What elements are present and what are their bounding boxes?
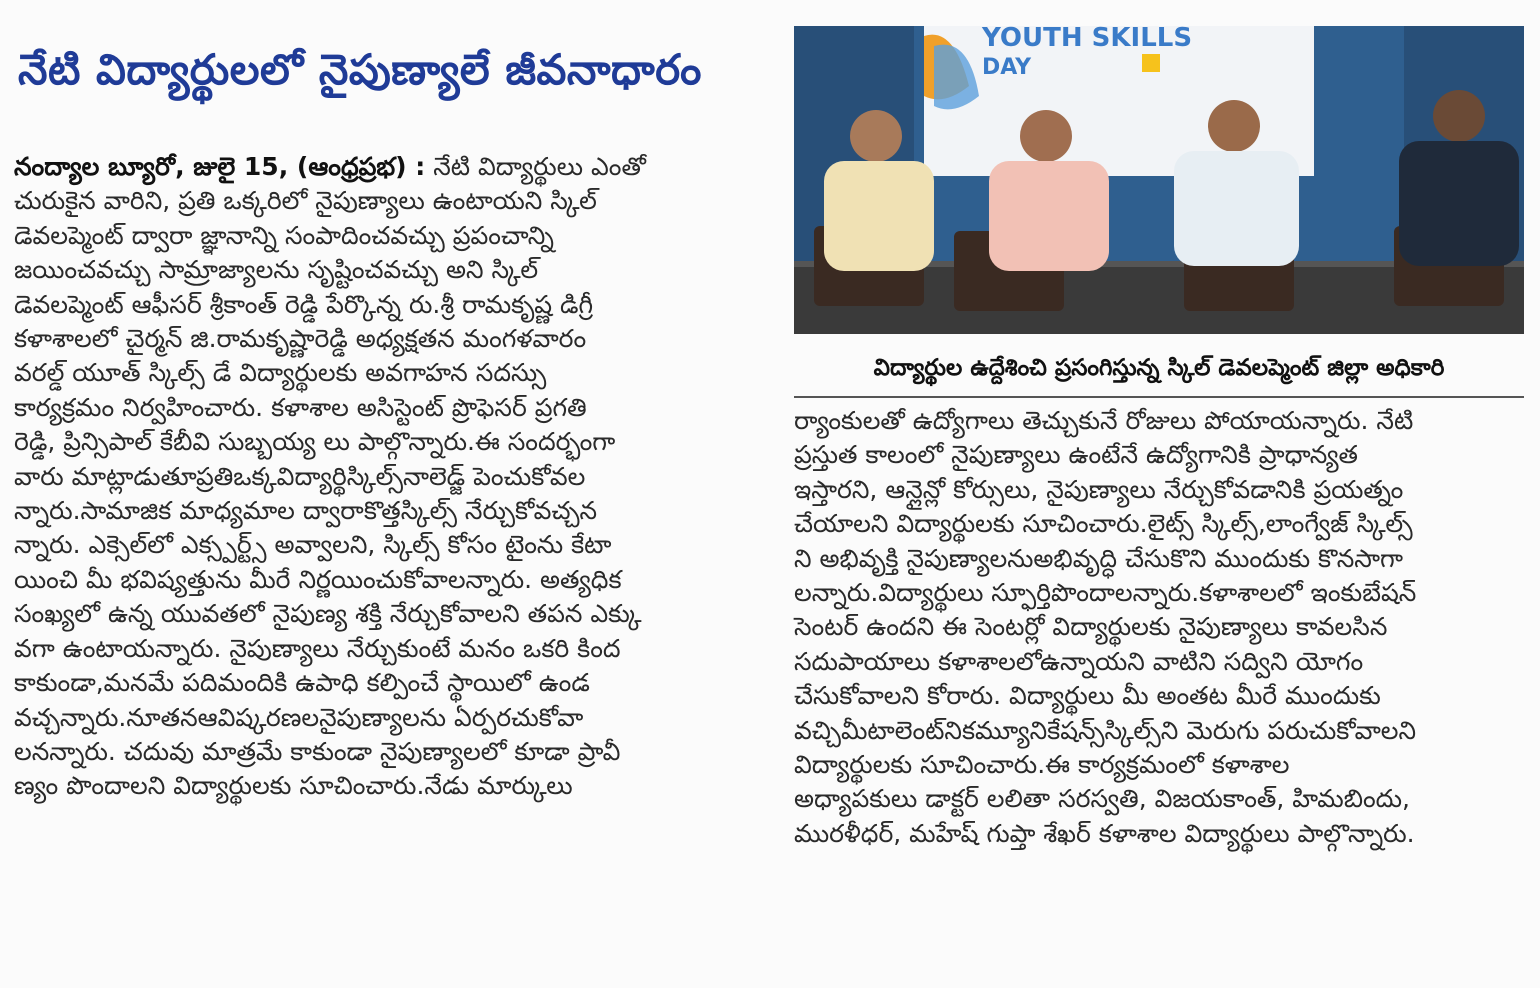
article-line: లనన్నారు. చదువు మాత్రమే కాకుండా నైపుణ్యాలలో కూడా ప్రావీ bbox=[14, 736, 621, 766]
article-line: అధ్యాపకులు డాక్టర్ లలితా సరస్వతి, విజయకాంత్, హిమబిందు, bbox=[794, 784, 1410, 814]
article-line: ణ్యం పొందాలని విద్యార్థులకు సూచించారు.నేడు మార్కులు bbox=[14, 771, 573, 801]
article-line: న్నారు. ఎక్సెల్‌లో ఎక్స్పర్ట్స్ అవ్వాలని, స్కిల్స్ కోసం టైంను కేటా bbox=[14, 530, 612, 560]
article-line: వగా ఉంటాయన్నారు. నైపుణ్యాలు నేర్చుకుంటే మనం ఒకరి కింద bbox=[14, 633, 621, 663]
article-line: ఇస్తారని, ఆన్లైన్లో కోర్సులు, నైపుణ్యాలు నేర్చుకోవడానికి ప్రయత్నం bbox=[794, 474, 1404, 504]
article-right-column bbox=[794, 404, 1524, 851]
article-line: వచ్చిమీటాలెంట్‌నికమ్యూనికేషన్స్‌స్కిల్స్‌ని మెరుగు పరుచుకోవాలని bbox=[794, 715, 1417, 745]
article-line: డెవలప్మెంట్ ద్వారా జ్ఞానాన్ని సంపాదించవచ్చు ప్రపంచాన్ని bbox=[14, 220, 554, 250]
article-line: సెంటర్ ఉందని ఈ సెంటర్లో విద్యార్థులకు నైపుణ్యాలు కావలసిన bbox=[794, 612, 1388, 642]
article-line: వారు మాట్లాడుతూప్రతిఒక్కవిద్యార్థిస్కిల్స్‌నాలెడ్జ్ పెంచుకోవల bbox=[14, 461, 586, 491]
person-2 bbox=[989, 161, 1109, 271]
article-line: వచ్చన్నారు.నూతనఆవిష్కరణలనైపుణ్యాలను ఏర్పరచుకోవా bbox=[14, 702, 584, 732]
photo-caption: విద్యార్థుల ఉద్దేశించి ప్రసంగిస్తున్న స్కిల్ డెవలప్మెంట్ జిల్లా అధికారి bbox=[873, 355, 1445, 381]
event-photo bbox=[794, 26, 1524, 334]
headline: నేటి విద్యార్థులలో నైపుణ్యాలే జీవనాధారం bbox=[18, 45, 702, 94]
article-line: చురుకైన వారిని, ప్రతి ఒక్కరిలో నైపుణ్యాలు ఉంటాయని స్కిల్ bbox=[14, 186, 597, 216]
article-line: ని అభివృక్తి నైపుణ్యాలనుఅభివృద్ధి చేసుకొని ముందుకు కొనసాగా bbox=[794, 543, 1404, 573]
article-line: సంఖ్యలో ఉన్న యువతలో నైపుణ్య శక్తి నేర్చుకోవాలని తపన ఎక్కు bbox=[14, 599, 642, 629]
article-line: న్నారు.సామాజిక మాధ్యమాల ద్వారాకొత్తస్కిల్స్ నేర్చుకోవచ్చన bbox=[14, 496, 598, 526]
article-line: వరల్డ్ యూత్ స్కిల్స్ డే విద్యార్థులకు అవగాహన సదస్సు bbox=[14, 358, 547, 388]
banner-subtitle: DAY bbox=[982, 55, 1032, 80]
article-line bbox=[14, 150, 749, 184]
article-line: సదుపాయాలు కళాశాలలోఉన్నాయని వాటిని సద్విని యోగం bbox=[794, 646, 1364, 676]
person-1 bbox=[824, 161, 934, 271]
event-photo-illustration bbox=[794, 26, 1524, 334]
article-line: కళాశాలలో చైర్మన్ జి.రామకృష్ణారెడ్డి అధ్యక్షతన మంగళవారం bbox=[14, 324, 587, 354]
article-line: జయించవచ్చు సామ్రాజ్యాలను సృష్టించవచ్చు అని స్కిల్ bbox=[14, 255, 539, 285]
article-line: యించి మీ భవిష్యత్తును మీరే నిర్ణయించుకోవాలన్నారు. అత్యధిక bbox=[14, 564, 622, 594]
caption-divider bbox=[794, 396, 1524, 398]
article-line: మురళీధర్, మహేష్ గుప్తా శేఖర్ కళాశాల విద్యార్థులు పాల్గొన్నారు. bbox=[794, 818, 1415, 848]
article-line: చేయాలని విద్యార్థులకు సూచించారు.లైట్స్ స్కిల్స్,లాంగ్వేజ్ స్కిల్స్ bbox=[794, 509, 1413, 539]
article-line: ర్యాంకులతో ఉద్యోగాలు తెచ్చుకునే రోజులు పోయాయన్నారు. నేటి bbox=[794, 406, 1414, 435]
person-3 bbox=[1174, 151, 1299, 266]
article-line-text: నేటి విద్యార్థులు ఎంతో bbox=[425, 152, 646, 181]
person-face bbox=[850, 110, 902, 162]
article-line: చేసుకోవాలని కోరారు. విద్యార్థులు మీ అంతట మీరే ముందుకు bbox=[794, 681, 1381, 711]
article-line: ప్రస్తుత కాలంలో నైపుణ్యాలు ఉంటేనే ఉద్యోగానికి ప్రాధాన్యత bbox=[794, 440, 1358, 470]
article-line: కాకుండా,మనమే పదిమందికి ఉపాధి కల్పించే స్థాయిలో ఉండ bbox=[14, 668, 590, 698]
article-line: రెడ్డి, ప్రిన్సిపాల్ కేబీవి సుబ్బయ్య లు పాల్గొన్నారు.ఈ సందర్భంగా bbox=[14, 427, 616, 457]
article-line: విద్యార్థులకు సూచించారు.ఈ కార్యక్రమంలో కళాశాల bbox=[794, 750, 1290, 780]
article-line: కార్యక్రమం నిర్వహించారు. కళాశాల అసిస్టెంట్ ప్రొఫెసర్ ప్రగతి bbox=[14, 392, 587, 422]
person-4 bbox=[1399, 141, 1519, 266]
article-line: లన్నారు.విద్యార్థులు స్ఫూర్తిపొందాలన్నారు.కళాశాలలో ఇంకుబేషన్ bbox=[794, 578, 1417, 608]
dateline: నంద్యాల బ్యూరో, జులై 15, (ఆంధ్రప్రభ) : bbox=[14, 152, 426, 181]
article-line: డెవలప్మెంట్ ఆఫీసర్ శ్రీకాంత్ రెడ్డి పేర్కొన్న రు.శ్రీ రామకృష్ణ డిగ్రీ bbox=[14, 289, 594, 319]
article-left-column bbox=[14, 150, 749, 804]
banner-title: YOUTH SKILLS bbox=[982, 26, 1193, 53]
